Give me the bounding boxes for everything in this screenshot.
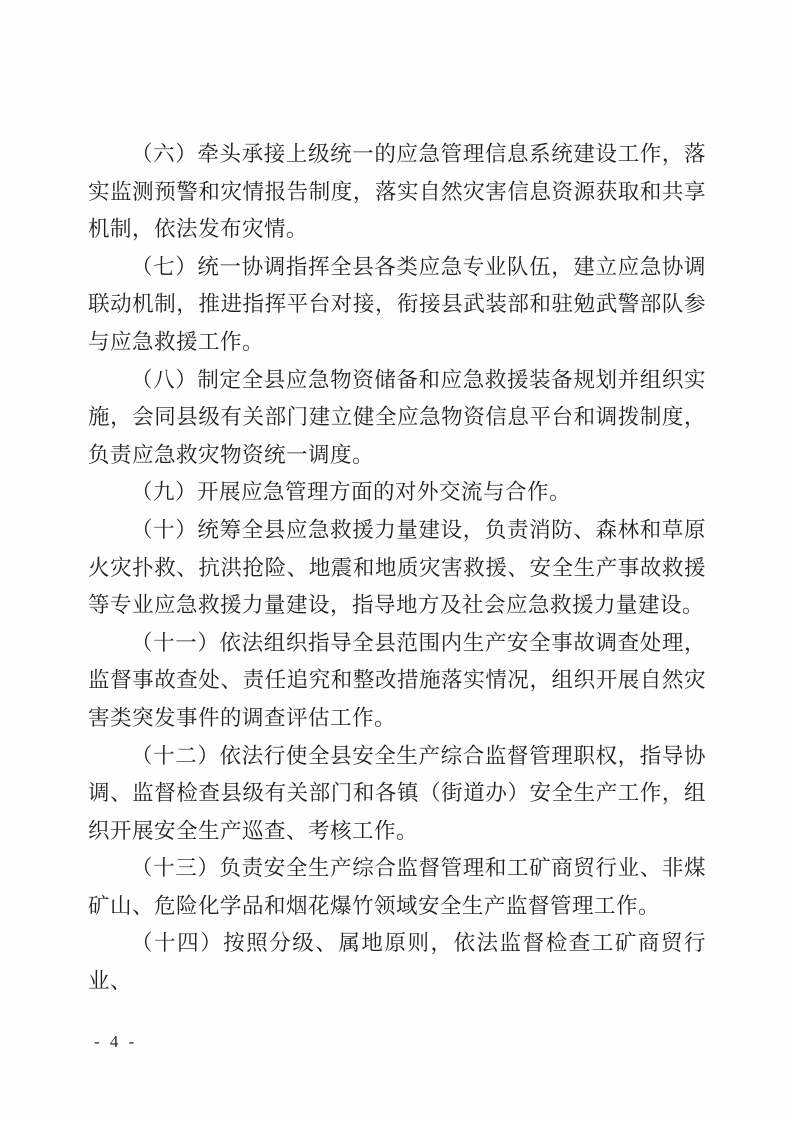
paragraph-item-11: （十一）依法组织指导全县范围内生产安全事故调查处理，监督事故查处、责任追究和整改措施落实情况，组织开展自然灾害类突发事件的调查评估工作。 xyxy=(88,630,706,730)
page-number: - 4 - xyxy=(94,1032,138,1051)
paragraph-item-8: （八）制定全县应急物资储备和应急救援装备规划并组织实施，会同县级有关部门建立健全应急物资信息平台和调拨制度，负责应急救灾物资统一调度。 xyxy=(88,367,706,467)
document-body xyxy=(88,136,706,1001)
paragraph-item-13: （十三）负责安全生产综合监督管理和工矿商贸行业、非煤矿山、危险化学品和烟花爆竹领域安全生产监督管理工作。 xyxy=(88,856,706,918)
paragraph-item-9: （九）开展应急管理方面的对外交流与合作。 xyxy=(131,480,572,505)
paragraph-item-7: （七）统一协调指挥全县各类应急专业队伍，建立应急协调联动机制，推进指挥平台对接，衔接县武装部和驻勉武警部队参与应急救援工作。 xyxy=(88,254,706,354)
paragraph-item-10: （十）统筹全县应急救援力量建设，负责消防、森林和草原火灾扑救、抗洪抢险、地震和地质灾害救援、安全生产事故救援等专业应急救援力量建设，指导地方及社会应急救援力量建设。 xyxy=(88,517,706,618)
paragraph-item-14: （十四）按照分级、属地原则，依法监督检查工矿商贸行业、 xyxy=(88,931,706,994)
paragraph-item-12: （十二）依法行使全县安全生产综合监督管理职权，指导协调、监督检查县级有关部门和各镇（街道办）安全生产工作，组织开展安全生产巡查、考核工作。 xyxy=(88,743,706,843)
paragraph-item-6: （六）牵头承接上级统一的应急管理信息系统建设工作，落实监测预警和灾情报告制度，落实自然灾害信息资源获取和共享机制，依法发布灾情。 xyxy=(88,142,706,242)
